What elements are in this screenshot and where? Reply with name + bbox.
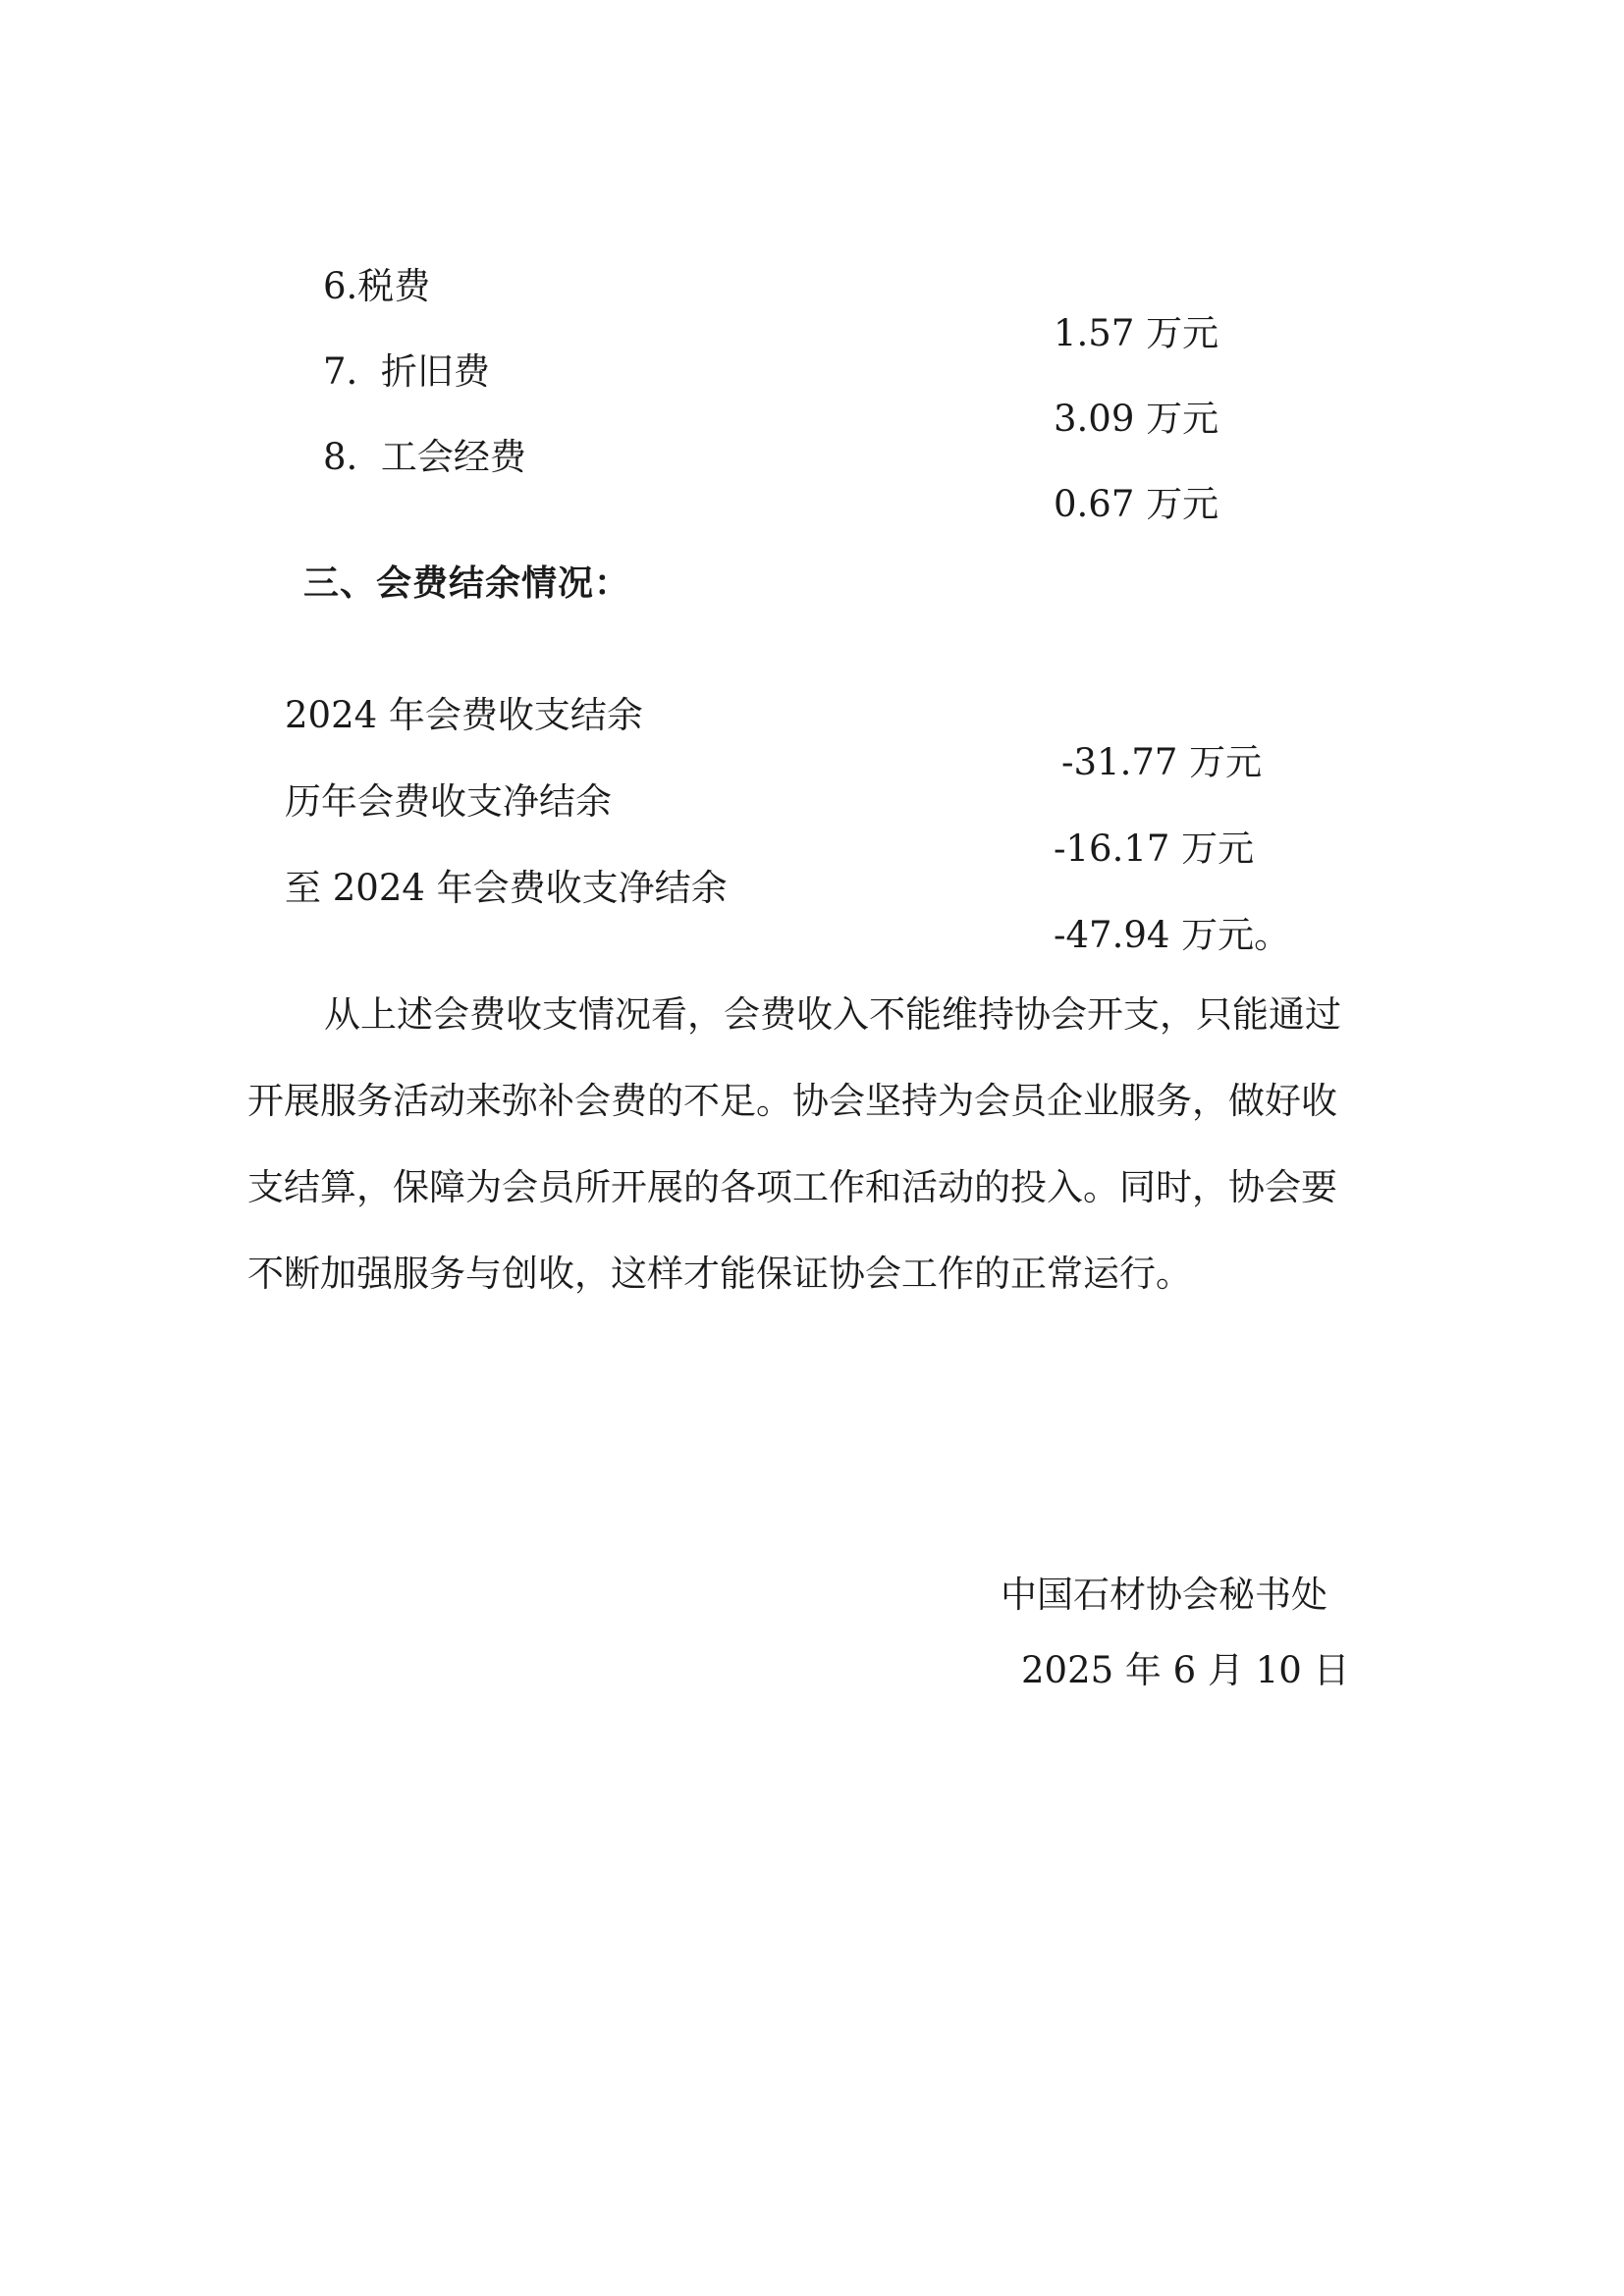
paragraph-line: 开展服务活动来弥补会费的不足。协会坚持为会员企业服务，做好收	[247, 1080, 1337, 1122]
signature-date: 2025 年 6 月 10 日	[1021, 1649, 1350, 1691]
expense-label: 8. 工会经费	[323, 436, 526, 478]
expense-amount: 0.67 万元	[1054, 483, 1219, 525]
paragraph-line: 从上述会费收支情况看，会费收入不能维持协会开支，只能通过	[324, 993, 1341, 1036]
balance-label: 2024 年会费收支结余	[285, 694, 643, 736]
expense-amount: 3.09 万元	[1054, 398, 1219, 440]
balance-amount: -47.94 万元。	[1054, 914, 1291, 956]
signature-organization: 中国石材协会秘书处	[1001, 1574, 1327, 1616]
expense-label: 6.税费	[323, 265, 431, 307]
expense-amount: 1.57 万元	[1054, 312, 1219, 354]
balance-label: 至 2024 年会费收支净结余	[285, 867, 728, 909]
balance-amount: -31.77 万元	[1061, 741, 1263, 783]
balance-label: 历年会费收支净结余	[285, 780, 612, 823]
paragraph-line: 支结算，保障为会员所开展的各项工作和活动的投入。同时，协会要	[247, 1166, 1337, 1208]
paragraph-line: 不断加强服务与创收，这样才能保证协会工作的正常运行。	[247, 1253, 1192, 1295]
section-heading: 三、会费结余情况：	[303, 563, 631, 604]
balance-amount: -16.17 万元	[1054, 828, 1255, 870]
expense-label: 7. 折旧费	[323, 350, 490, 393]
